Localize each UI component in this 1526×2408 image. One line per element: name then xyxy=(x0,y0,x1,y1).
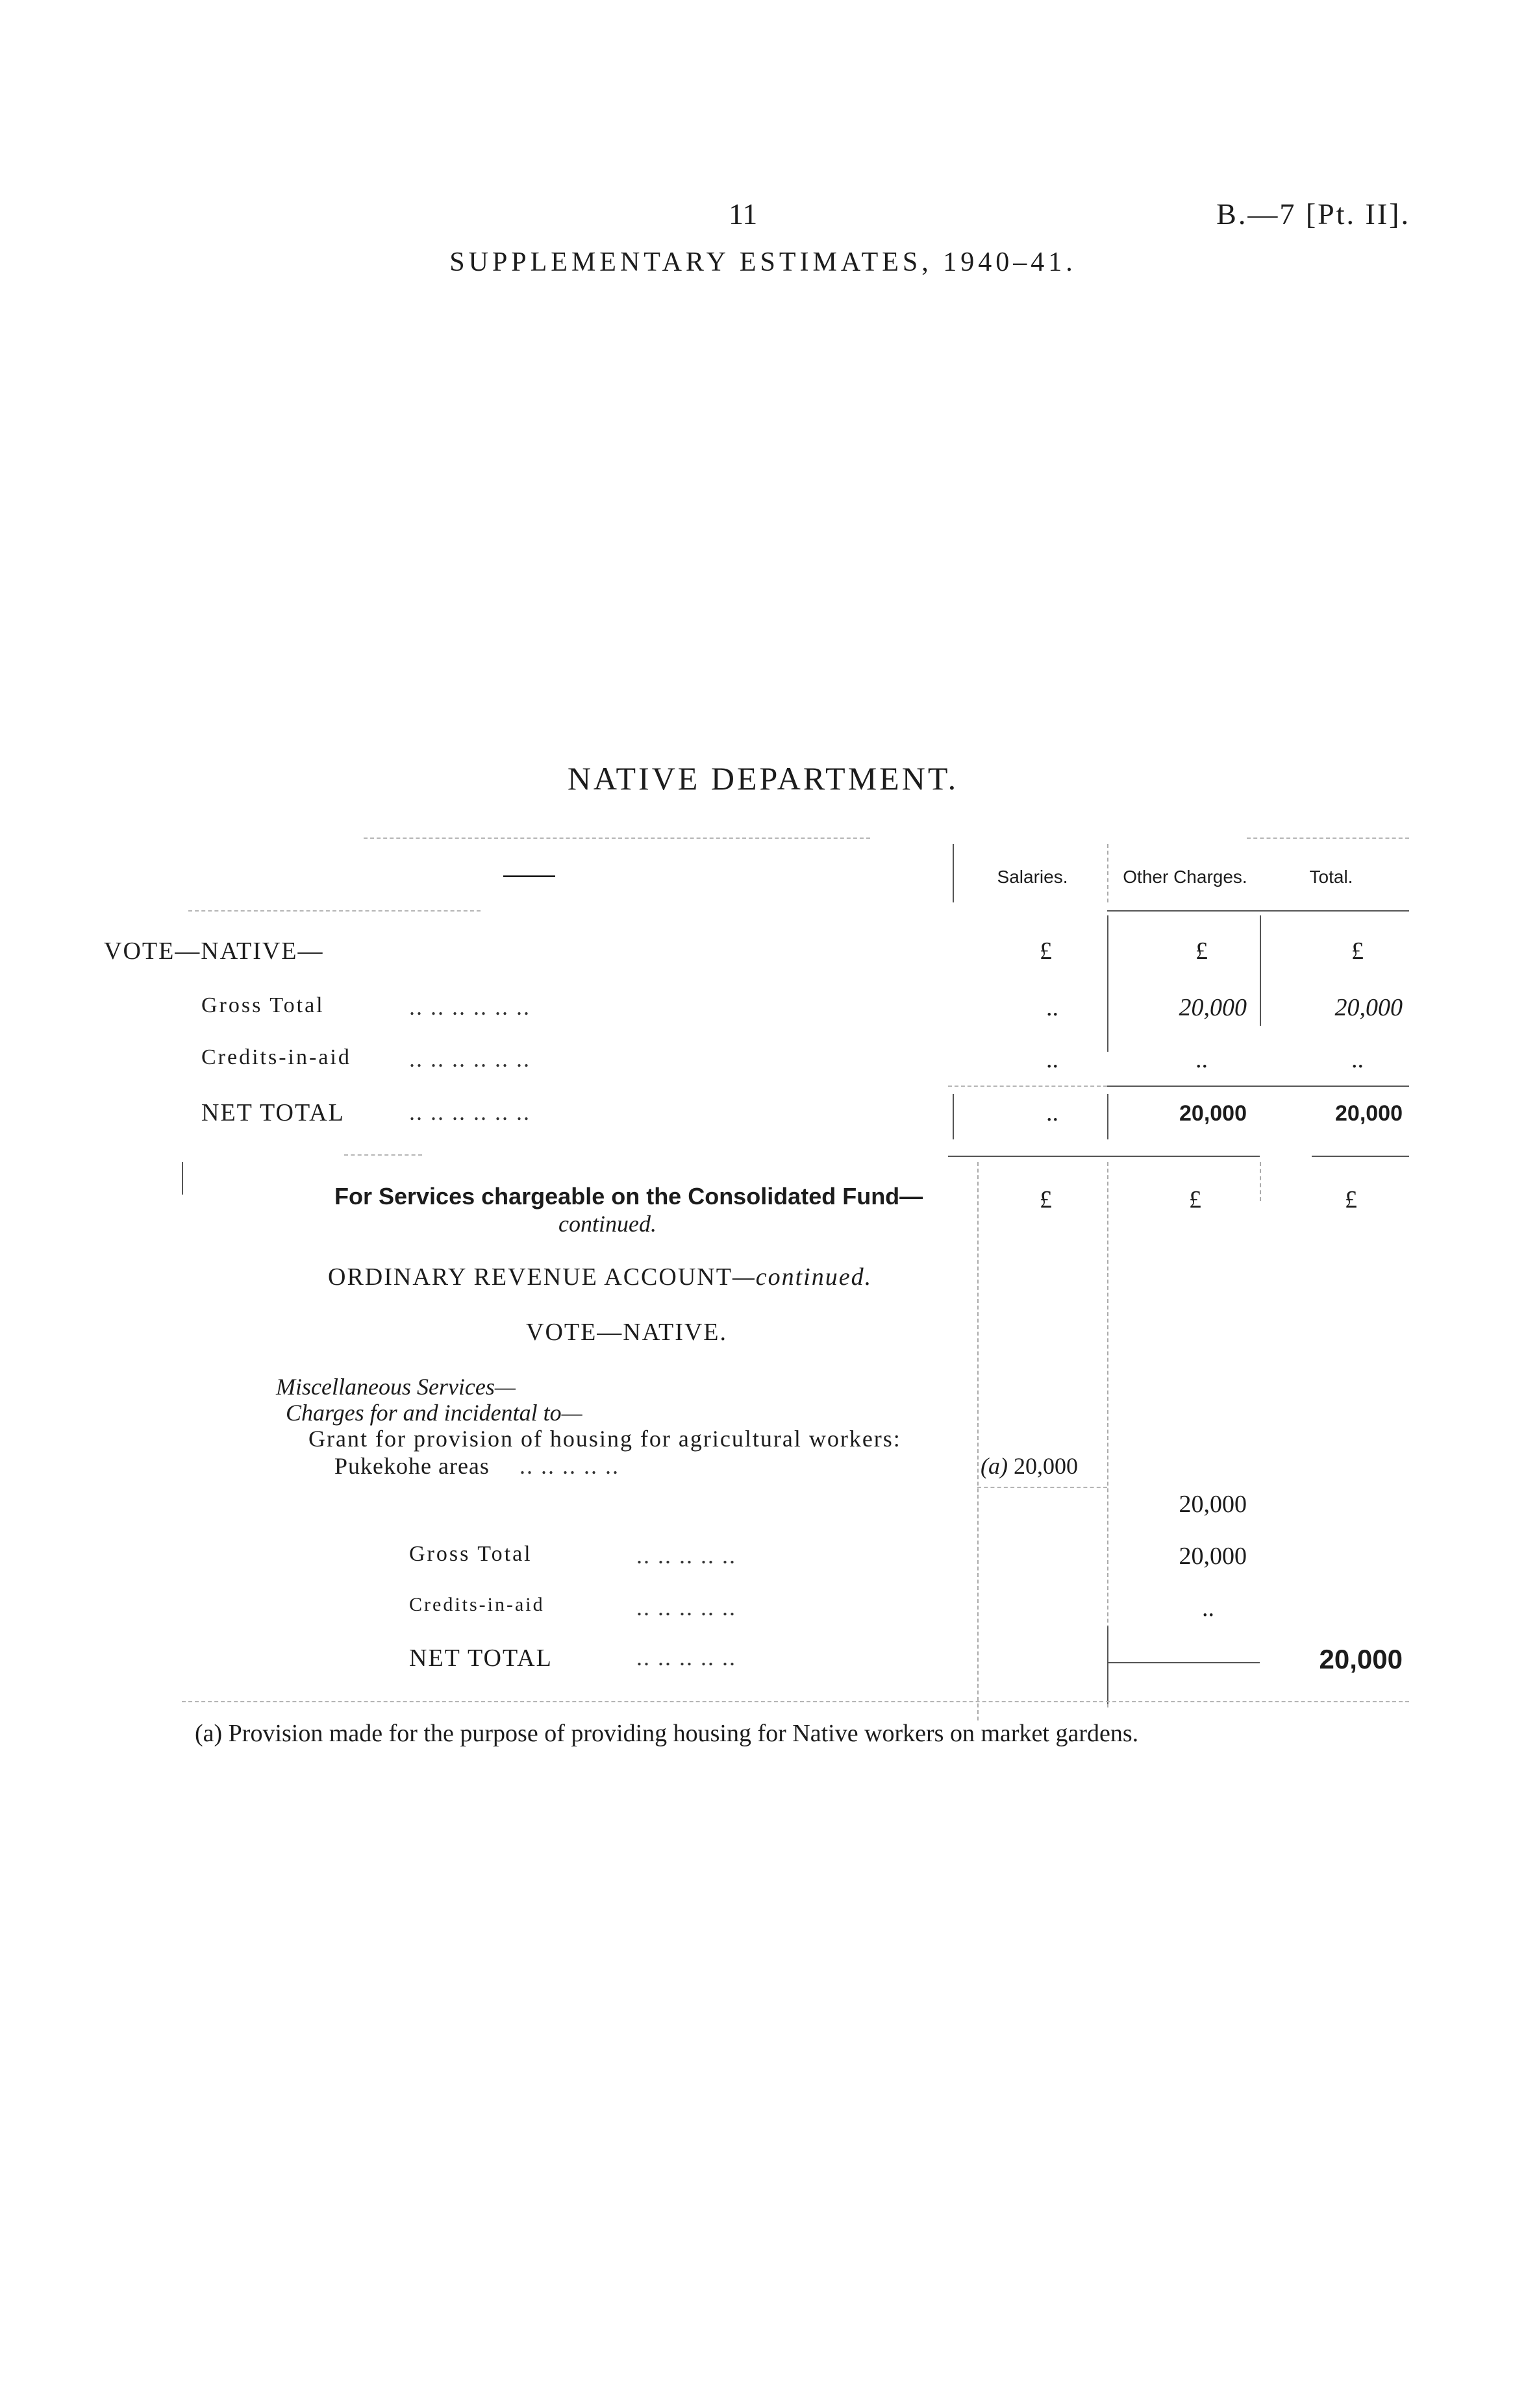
grant-line: Grant for provision of housing for agricultural workers: xyxy=(308,1426,901,1452)
fund-heading-continued: continued. xyxy=(558,1211,657,1237)
pukekohe-amount xyxy=(981,1452,1078,1480)
misc-services-heading: Miscellaneous Services— xyxy=(276,1374,516,1400)
detail-gross-total-label: Gross Total xyxy=(409,1542,532,1566)
column-divider xyxy=(1107,1162,1108,1707)
gross-total-label: Gross Total xyxy=(201,993,325,1017)
leader-dots: .. .. .. .. .. .. xyxy=(409,994,531,1020)
table-top-rule-right xyxy=(1247,838,1409,839)
header-bottom-rule-right xyxy=(1107,910,1409,912)
column-divider xyxy=(1260,915,1261,1026)
section-rule xyxy=(344,1154,422,1156)
currency-symbol: £ xyxy=(1195,937,1208,965)
header-bottom-rule xyxy=(188,910,481,912)
gross-total-other: 20,000 xyxy=(1179,994,1247,1021)
leader-dots: .. .. .. .. .. .. xyxy=(409,1046,531,1072)
net-total-total: 20,000 xyxy=(1335,1101,1403,1126)
footnote-marker: (a) xyxy=(981,1453,1008,1479)
net-total-salaries: .. xyxy=(1046,1099,1058,1126)
column-divider xyxy=(1107,1626,1108,1704)
credits-in-aid-label: Credits-in-aid xyxy=(201,1045,351,1069)
leader-dots: .. .. .. .. .. xyxy=(519,1453,619,1479)
table-bottom-rule xyxy=(182,1701,1409,1702)
vote-heading: VOTE—NATIVE. xyxy=(526,1319,728,1346)
department-title: NATIVE DEPARTMENT. xyxy=(567,760,959,797)
detail-net-total-label: NET TOTAL xyxy=(409,1645,553,1672)
credits-in-aid-salaries: .. xyxy=(1046,1046,1058,1073)
running-title: SUPPLEMENTARY ESTIMATES, 1940–41. xyxy=(449,247,1077,277)
credits-in-aid-total: .. xyxy=(1351,1046,1364,1073)
net-total-rule xyxy=(1107,1086,1409,1087)
detail-credits-label: Credits-in-aid xyxy=(409,1594,545,1615)
net-total-label: NET TOTAL xyxy=(201,1099,345,1126)
total-header: Total. xyxy=(1309,867,1353,887)
account-heading-continued: —continued. xyxy=(732,1263,873,1291)
table-top-rule xyxy=(364,838,870,839)
vote-label: VOTE—NATIVE— xyxy=(104,937,324,965)
subtotal-amount: 20,000 xyxy=(1179,1491,1247,1518)
pukekohe-amount-value: 20,000 xyxy=(1013,1453,1078,1479)
currency-symbol: £ xyxy=(1351,937,1364,965)
currency-symbol: £ xyxy=(1345,1186,1357,1213)
gross-total-salaries: .. xyxy=(1046,994,1058,1021)
column-divider xyxy=(1107,1094,1108,1139)
currency-symbol: £ xyxy=(1040,937,1052,965)
gross-total-total: 20,000 xyxy=(1334,994,1403,1021)
leader-dots: .. .. .. .. .. xyxy=(636,1595,736,1620)
credits-in-aid-other: .. xyxy=(1195,1046,1208,1073)
currency-symbol: £ xyxy=(1189,1186,1201,1213)
column-divider xyxy=(953,844,954,902)
section-rule-right xyxy=(1312,1156,1409,1157)
leader-dots: .. .. .. .. .. xyxy=(636,1543,736,1569)
left-margin-rule xyxy=(182,1162,183,1195)
column-divider xyxy=(1107,915,1108,1052)
section-rule xyxy=(948,1156,1260,1157)
leader-dots: .. .. .. .. .. xyxy=(636,1645,736,1670)
column-divider xyxy=(953,1094,954,1139)
footnote: (a) Provision made for the purpose of providing housing for Native workers on market gardens. xyxy=(195,1720,1139,1747)
subtotal-rule xyxy=(977,1487,1107,1488)
page-number: 11 xyxy=(729,197,758,230)
net-total-rule xyxy=(948,1086,1107,1087)
salaries-header: Salaries. xyxy=(997,867,1068,887)
other-charges-header: Other Charges. xyxy=(1123,867,1247,887)
blank-column-header: —— xyxy=(503,860,555,889)
fund-heading: For Services chargeable on the Consolidated Fund— xyxy=(334,1183,923,1210)
net-total-rule xyxy=(1107,1662,1260,1663)
column-divider xyxy=(1260,1162,1261,1201)
pukekohe-label: Pukekohe areas xyxy=(334,1453,490,1479)
detail-credits-amount: .. xyxy=(1202,1595,1214,1622)
document-reference: B.—7 [Pt. II]. xyxy=(1216,197,1410,230)
detail-net-total-amount: 20,000 xyxy=(1319,1644,1403,1674)
account-heading-text: ORDINARY REVENUE ACCOUNT xyxy=(328,1263,732,1291)
leader-dots: .. .. .. .. .. .. xyxy=(409,1099,531,1125)
currency-symbol: £ xyxy=(1040,1186,1052,1213)
column-divider xyxy=(977,1162,979,1720)
account-heading xyxy=(328,1263,872,1291)
net-total-other: 20,000 xyxy=(1179,1101,1247,1126)
charges-subheading: Charges for and incidental to— xyxy=(286,1400,582,1426)
detail-gross-total-amount: 20,000 xyxy=(1179,1543,1247,1570)
